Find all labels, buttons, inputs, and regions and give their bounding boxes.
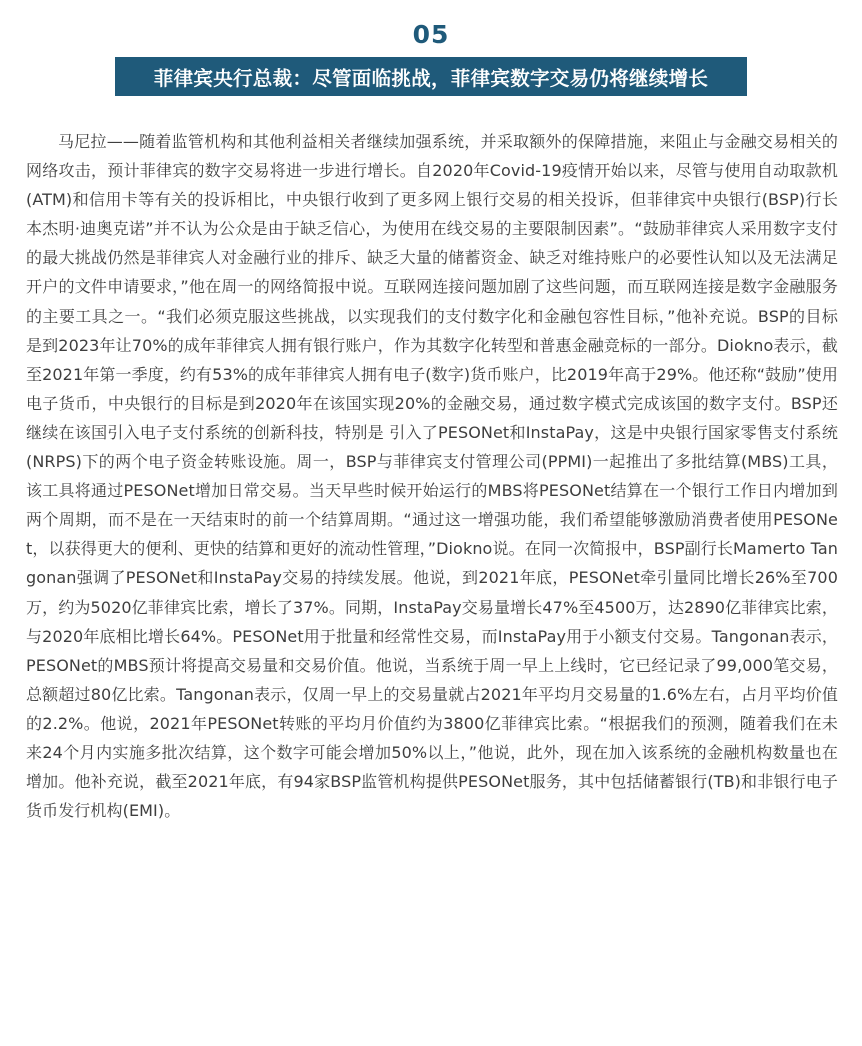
section-number: 05 (412, 20, 450, 49)
article-body: 马尼拉——随着监管机构和其他利益相关者继续加强系统，并采取额外的保障措施，来阻止与金融交易相关的网络攻击，预计菲律宾的数字交易将进一步进行增长。自2020年Covid-19疫情开始以来，尽管与使用自动取款机(ATM)和信用卡等有关的投诉相比，中央银行收到了更多网上银行交易的相关投诉，但菲律宾中央银行(BSP)行长本杰明·迪奥克诺”并不认为公众是由于缺乏信心，为使用在线交易的主要限制因素”。“鼓励菲律宾人采用数字支付的最大挑战仍然是菲律宾人对金融行业的排斥、缺乏大量的储蓄资金、缺乏对维持账户的必要性认知以及无法满足开户的文件申请要求，”他在周一的网络简报中说。互联网连接问题加剧了这些问题，而互联网连接是数字金融服务的主要工具之一。“我们必须克服这些挑战，以实现我们的支付数字化和金融包容性目标，”他补充说。BSP的目标是到2023年让70%的成年菲律宾人拥有银行账户，作为其数字化转型和普惠金融竞标的一部分。Diokno表示，截至2021年第一季度，约有53%的成年菲律宾人拥有电子(数字)货币账户，比2019年高于29%。他还称“鼓励”使用电子货币，中央银行的目标是到2020年在该国实现20%的金融交易，通过数字模式完成该国的数字支付。BSP还继续在该国引入电子支付系统的创新科技，特别是 引入了PESONet和InstaPay，这是中央银行国家零售支付系统(NRPS)下的两个电子资金转账设施。周一，BSP与菲律宾支付管理公司(PPMI)一起推出了多批结算(MBS)工具，该工具将通过PESONet增加日常交易。当天早些时候开始运行的MBS将PESONet结算在一个银行工作日内增加到两个周期，而不是在一天结束时的前一个结算周期。“通过这一增强功能，我们希望能够激励消费者使用PESONet，以获得更大的便利、更快的结算和更好的流动性管理，”Diokno说。在同一次简报中，BSP副行长Mamerto Tangonan强调了PESONet和InstaPay交易的持续发展。他说，到2021年底，PESONet牵引量同比增长26%至700万，约为5020亿菲律宾比索，增长了37%。同期，InstaPay交易量增长47%至4500万，达2890亿菲律宾比索，与2020年底相比增长64%。PESONet用于批量和经常性交易，而InstaPay用于小额支付交易。Tangonan表示，PESONet的MBS预计将提高交易量和交易价值。他说，当系统于周一早上上线时，它已经记录了99,000笔交易，总额超过80亿比索。Tangonan表示，仅周一早上的交易量就占2021年平均月交易量的1.6%左右，占月平均价值的2.2%。他说，2021年PESONet转账的平均月价值约为3800亿菲律宾比索。“根据我们的预测，随着我们在未来24个月内实施多批次结算，这个数字可能会增加50%以上，”他说，此外，现在加入该系统的金融机构数量也在增加。他补充说，截至2021年底，有94家BSP监管机构提供PESONet服务，其中包括储蓄银行(TB)和非银行电子货币发行机构(EMI)。 (26, 132, 838, 821)
article-title: 菲律宾央行总裁：尽管面临挑战，菲律宾数字交易仍将继续增长 (153, 66, 709, 90)
title-banner (115, 57, 747, 96)
